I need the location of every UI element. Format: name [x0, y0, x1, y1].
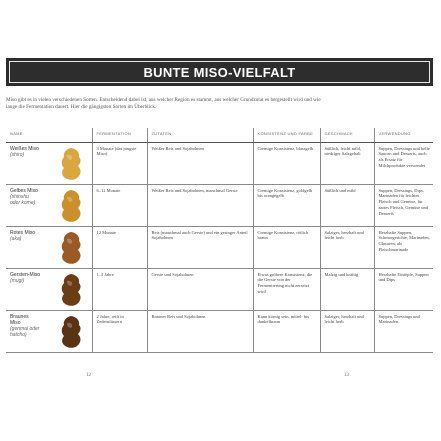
cell-zutaten: Gerste und Sojabohnen: [147, 268, 253, 310]
table-row: [6, 226, 433, 268]
cell-geschmack: Malzig und kräftig: [320, 268, 374, 310]
title-frame: [9, 61, 430, 83]
cell-fermentation: 2 Jahre, reift in Zedernfässern: [92, 310, 147, 352]
cell-fermentation: 6–12 Monate: [92, 184, 147, 226]
miso-swatch-image: [58, 273, 84, 307]
miso-name: Rotes Miso: [10, 229, 36, 236]
title-banner: [6, 58, 433, 86]
cell-geschmack: Süßlich und mild: [320, 184, 374, 226]
page-number-right: 13: [344, 373, 349, 378]
miso-swatch-image: [58, 231, 84, 265]
miso-table-wrapper: [6, 128, 433, 353]
miso-name: Gelbes Miso: [10, 187, 38, 194]
column-header-zutaten: ZUTATEN: [147, 128, 253, 142]
table-row: [6, 268, 433, 310]
cell-geschmack: Süßlich, leicht mild, niedriger Salzgehalt: [320, 142, 374, 184]
miso-alt-name: (genmai oder hatcho): [10, 325, 40, 338]
miso-table: [6, 128, 433, 353]
miso-swatch-image: [58, 147, 84, 181]
page-title: BUNTE MISO-VIELFALT: [143, 64, 296, 80]
intro-text: Miso gibt es in vielen verschiedenen Sorten. Entscheidend dabei ist, aus welcher Region es stammt, aus welcher Grundzutat es hergestellt wird und wie lange die Fermentation dauert. Hier die gängigsten Sorten im Überblick.: [6, 97, 321, 111]
miso-name: Braunes Miso: [10, 313, 29, 326]
miso-swatch-image: [58, 315, 84, 349]
column-header-verwendung: VERWENDUNG: [374, 128, 433, 142]
cell-geschmack: Salziger, herzhaft und leicht herb: [320, 226, 374, 268]
cell-konsistenz: Cremige Konsistenz, rötlich braun: [253, 226, 320, 268]
cell-name: [6, 268, 92, 310]
table-row: [6, 310, 433, 352]
cell-name: [6, 142, 92, 184]
table-row: [6, 184, 433, 226]
column-header-fermentation: FERMENTATION: [92, 128, 147, 142]
miso-name: Weißes Miso: [10, 145, 39, 152]
cell-verwendung: Suppen, Dressings und Marinaden: [374, 310, 433, 352]
cell-geschmack: Salziger, herzhaft und leicht herb: [320, 310, 374, 352]
cell-fermentation: 1–3 Jahre: [92, 268, 147, 310]
cell-konsistenz: Kann körnig sein, mittel- bis dunkelbraun: [253, 310, 320, 352]
cell-zutaten: Brauner Reis und Sojabohnen: [147, 310, 253, 352]
cell-verwendung: Suppen, Dressings, Dips, Marinaden für leichtes Fleisch und Gemüse, für zartes Fleisch, Gemüse und Desserts: [374, 184, 433, 226]
cell-zutaten: Weißer Reis und Sojabohnen: [147, 142, 253, 184]
cell-fermentation: 3 Monate (das jüngste Miso): [92, 142, 147, 184]
miso-alt-name: (shinshu oder kome): [10, 193, 36, 206]
intro-paragraph: [6, 97, 324, 112]
column-header-name: NAME: [6, 128, 92, 142]
cell-konsistenz: Etwas gröbere Konsistenz, die die Gerste von der Fermentierung nicht zersetzt wird: [253, 268, 320, 310]
table-row: [6, 142, 433, 184]
cell-fermentation: 12 Monate: [92, 226, 147, 268]
page-number-left: 12: [86, 373, 91, 378]
cell-name: [6, 310, 92, 352]
table-header-row: [6, 128, 433, 142]
cell-verwendung: Herzhafte Suppen, Schmorgerichte, Marinaden, Glasuren, als Fleischmarinade: [374, 226, 433, 268]
column-header-geschmack: GESCHMACK: [320, 128, 374, 142]
miso-alt-name: (mugi): [10, 277, 25, 284]
cell-zutaten: Weißer Reis und Sojabohnen, manchmal Gerste: [147, 184, 253, 226]
cell-verwendung: Herzhafte Eintöpfe, Suppen und Dips: [374, 268, 433, 310]
cell-konsistenz: Cremige Konsistenz, blassgelb: [253, 142, 320, 184]
cell-verwendung: Suppen, Dressings und helle Saucen und Desserts, auch als Ersatz für Milchprodukte verwendet: [374, 142, 433, 184]
miso-alt-name: (aka): [10, 235, 22, 242]
cell-name: [6, 226, 92, 268]
miso-name: Gersten-Miso: [10, 271, 41, 278]
cell-name: [6, 184, 92, 226]
cell-zutaten: Reis (manchmal auch Gerste) und ein geringer Anteil Sojabohnen: [147, 226, 253, 268]
miso-alt-name: (shiro): [10, 151, 25, 158]
cell-konsistenz: Cremige Konsistenz, goldgelb bis orangegelb: [253, 184, 320, 226]
miso-swatch-image: [58, 189, 84, 223]
column-header-konsistenz: KONSISTENZ UND FARBE: [253, 128, 320, 142]
